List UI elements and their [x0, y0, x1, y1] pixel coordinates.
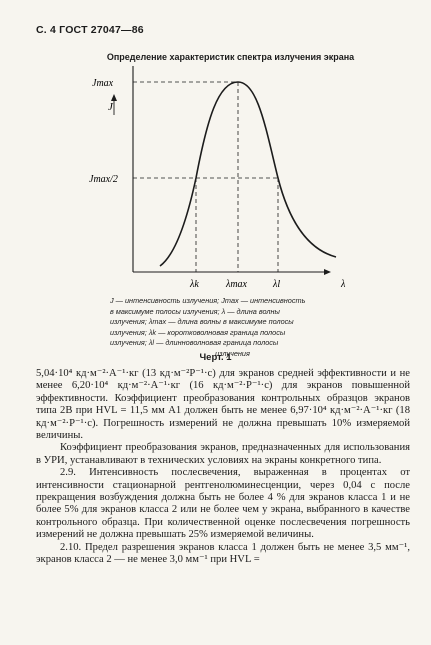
legend-line: излучения: [215, 348, 250, 358]
spectrum-curve: [160, 82, 336, 266]
x-axis-label: λ: [341, 279, 346, 290]
body-text: [36, 368, 410, 567]
y-axis-label: J: [108, 101, 113, 113]
legend-line: J — интенсивность излучения; Jmax — интенсивность: [110, 296, 306, 305]
legend-line: излучения; λmax — длина волны в максимуме полосы: [110, 317, 294, 326]
lambda-max-label: λmax: [226, 279, 247, 290]
paragraph: Коэффициент преобразования экранов, предназначенных для использования в УРИ, устанавливают в технических условиях на экраны конкретного типа.: [36, 442, 410, 466]
lambda-l-label: λl: [273, 279, 281, 290]
legend-line: излучения; λl — длинноволновая граница полосы: [110, 338, 279, 347]
jmax-label: Jmax: [92, 78, 114, 89]
jhalf-label: Jmax/2: [89, 174, 118, 185]
figure-caption: Черт. 1: [199, 352, 232, 363]
paragraph: 2.10. Предел разрешения экранов класса 1 должен быть не менее 3,5 мм⁻¹, экранов класса 2 — не менее 3,0 мм⁻¹ при HVL =: [36, 541, 410, 566]
paragraph: 5,04·10⁴ кд·м⁻²·А⁻¹·кг (13 кд·м⁻²Р⁻¹·с) для экранов средней эффективности и не менее 6,20·10⁴ кд·м⁻²·А⁻¹·кг (16 кд·м⁻²·Р⁻¹·с) для экранов повышенной эффективности. Коэффициент преобразования контрольных образцов экранов типа 2В при HVL = 11,5 мм А1 должен быть не менее 6,97·10⁴ кд·м⁻²·А⁻¹·кг (18 кд·м⁻²·Р⁻¹·с). Погрешность измерений не должна превышать 10% измеряемой величины.: [36, 368, 410, 442]
legend-line: излучения; λk — коротковолновая граница полосы: [110, 327, 286, 337]
figure-legend: [110, 296, 355, 359]
lambda-k-label: λk: [190, 279, 199, 290]
spectrum-chart: [0, 60, 431, 296]
paragraph: 2.9. Интенсивность послесвечения, выраженная в процентах от интенсивности стационарной рентгенолюминесценции, через 0,04 с после прекращения возбуждения должна быть не более 4 % для экранов класса 1 и не более 5% для экранов класса 2 или не более чем у экрана, выбранного в качестве контрольного образца. При количественной оценке послесвечения погрешность измерений не должна превышать 25% измеряемой величины.: [36, 467, 410, 541]
page-header: С. 4 ГОСТ 27047—86: [36, 24, 144, 36]
legend-line: в максимуме полосы излучения; λ — длина волны: [110, 306, 280, 316]
figure-title: Определение характеристик спектра излучения экрана: [106, 52, 355, 62]
